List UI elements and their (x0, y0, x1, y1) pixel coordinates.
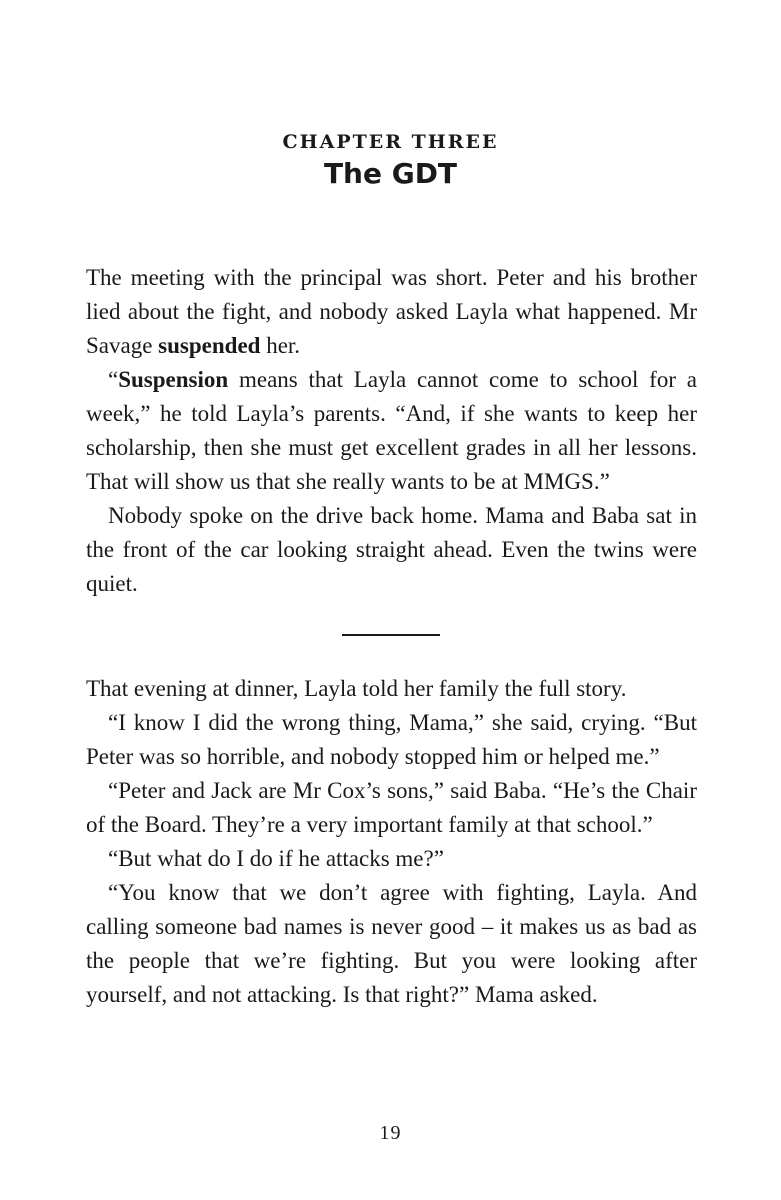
paragraph-text: means that Layla cannot come to school for a week,” he told Layla’s parents. “And, if she wants to keep her scholarship, then she must get excellent grades in all her lessons. That will show us that she really wants to be at MMGS.” (86, 367, 697, 494)
bold-term: Suspension (118, 367, 229, 392)
bold-term: suspended (158, 333, 261, 358)
paragraph: Nobody spoke on the drive back home. Mama and Baba sat in the front of the car looking straight ahead. Even the twins were quiet. (86, 503, 697, 596)
paragraph: “You know that we don’t agree with fighting, Layla. And calling someone bad names is never good – it makes us as bad as the people that we’re fighting. But you were looking after yourself, and not attacking. Is that right?” Mama asked. (86, 880, 697, 1007)
paragraph: “I know I did the wrong thing, Mama,” she said, crying. “But Peter was so horrible, and nobody stopped him or helped me.” (86, 710, 697, 769)
page-number: 19 (379, 1122, 402, 1144)
paragraph-text: her. (260, 333, 301, 358)
paragraph-text: The meeting with the principal was short. Peter and his brother lied about the fight, and nobody asked Layla what happened. Mr Savage (86, 265, 697, 358)
section-one (86, 261, 697, 601)
chapter-label: CHAPTER THREE (282, 131, 499, 153)
section-two (86, 672, 697, 1012)
chapter-title: The GDT (323, 157, 458, 190)
paragraph (86, 261, 697, 363)
paragraph (86, 363, 697, 499)
section-divider (342, 634, 440, 636)
paragraph: That evening at dinner, Layla told her family the full story. (86, 676, 627, 701)
paragraph: “But what do I do if he attacks me?” (108, 846, 444, 871)
open-quote: “ (108, 367, 119, 392)
paragraph: “Peter and Jack are Mr Cox’s sons,” said Baba. “He’s the Chair of the Board. They’re a very important family at that school.” (86, 778, 697, 837)
